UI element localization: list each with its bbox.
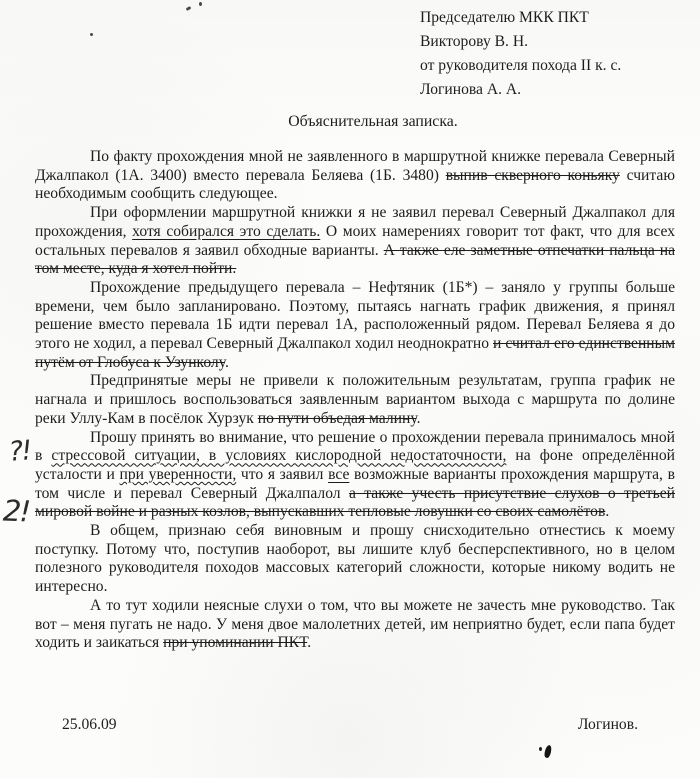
text-segment: . (307, 634, 312, 652)
text-segment: возможные варианты прохождения маршрута, в том числе и перевал Северный Джалпалол (35, 465, 675, 502)
recipient-block (420, 0, 700, 102)
paragraph-4 (35, 372, 675, 428)
sender-line-name: Логинова А. А. (420, 81, 522, 98)
text-segment: В общем, признаю себя виновным и прошу снисходительно отнестись к моему поступку. Потому что, поступив наоборот, вы лишите клуб бесперспективного, но в целом полезного руководителя походов массовых категорий сложности, которые никому водить не интересно. (35, 522, 675, 596)
text-segment: . (416, 409, 421, 427)
text-segment: . (224, 353, 229, 371)
underlined-text: хотя собирался это сделать. (132, 222, 321, 240)
struck-out-text: и считал его единственным путём от Глобуса к Узунколу (35, 335, 675, 371)
text-segment: О моих намерениях говорит тот факт, что для всех остальных перевалов я заявил обходные варианты. (35, 222, 676, 259)
document-body (35, 148, 675, 653)
text-segment: По факту прохождения мной не заявленного в маршрутной книжке перевала Северный Джалпакол (1А. 3400) вместо перевала Беляева (1Б. 3480) (35, 148, 675, 184)
scan-speck (186, 6, 192, 11)
paragraph-2 (35, 204, 675, 279)
text-segment: Прохождение предыдущего перевала – Нефтяник (1Б*) – заняло у группы больше времени, чем было запланировано. Поэтому, пытаясь нагнать график движения, я принял решение вместо перевала 1Б идти перевал 1А, расположенный рядом. Перевал Беляева я до этого не ходил, а перевал Северный Джалпакол ходил неоднократно (35, 278, 675, 353)
recipient-line-addressee: Председателю МКК ПКТ (420, 9, 589, 26)
handwritten-margin-mark-1: ?! (7, 435, 32, 468)
paragraph-3 (35, 279, 675, 373)
paragraph-1 (35, 148, 675, 204)
text-segment: А то тут ходили неясные слухи о том, что вы можете не зачесть мне руководство. Так вот – меня пугать не надо. У меня двое малолетних детей, им неприятно будет, если папа будет ходить и заикаться (35, 596, 675, 652)
text-segment: . (605, 503, 610, 521)
paragraph-7 (35, 597, 675, 653)
wavy-underlined-text: стрессовой ситуации, в условиях кислородной недостаточности, (51, 447, 507, 465)
document-date: 25.06.09 (62, 716, 117, 733)
recipient-line-name: Викторову В. Н. (420, 33, 528, 50)
signature-name: Логинов. (577, 716, 638, 733)
struck-out-text: при упоминании ПКТ (163, 634, 308, 652)
document-title: Объяснительная записка. (288, 113, 458, 130)
text-segment: что я заявил (236, 465, 329, 483)
struck-out-text: выпив скверного коньяку (445, 166, 620, 184)
struck-out-text: по пути объедая малину (257, 409, 417, 427)
text-segment: Предпринятые меры не привели к положительным результатам, группа график не нагнала и пришлось воспользоваться заявленным вариантом выхода с маршрута по долине реки Уллу-Кам в посёлок Хурзук (35, 372, 675, 427)
text-segment: При оформлении маршрутной книжки я не заявил перевал Северный Джалпакол для прохождения, (35, 204, 675, 240)
struck-out-text: а также учесть присутствие слухов о третьей мировой войне и разных козлов, выпускавших тепловые ловушки со своих самолётов (35, 484, 675, 521)
paragraph-5 (35, 429, 675, 523)
struck-out-text: А также еле заметные отпечатки пальца на том месте, куда я хотел пойти. (35, 241, 676, 278)
underlined-text: все (328, 465, 350, 483)
paragraph-6 (35, 522, 675, 597)
text-segment: на фоне определённой усталости и (35, 447, 676, 483)
scan-speck (199, 2, 202, 6)
sender-line-role: от руководителя похода II к. с. (420, 57, 622, 74)
handwritten-margin-mark-2: 2! (2, 493, 30, 529)
text-segment: Прошу принять во внимание, что решение о прохождении перевала принималось мной в (35, 428, 675, 465)
scan-speck (90, 33, 93, 36)
text-segment: считаю необходимым сообщить следующее. (35, 166, 675, 203)
wavy-underlined-text: при уверенности, (119, 465, 237, 483)
ink-blot (540, 745, 554, 761)
document-footer (0, 716, 700, 734)
